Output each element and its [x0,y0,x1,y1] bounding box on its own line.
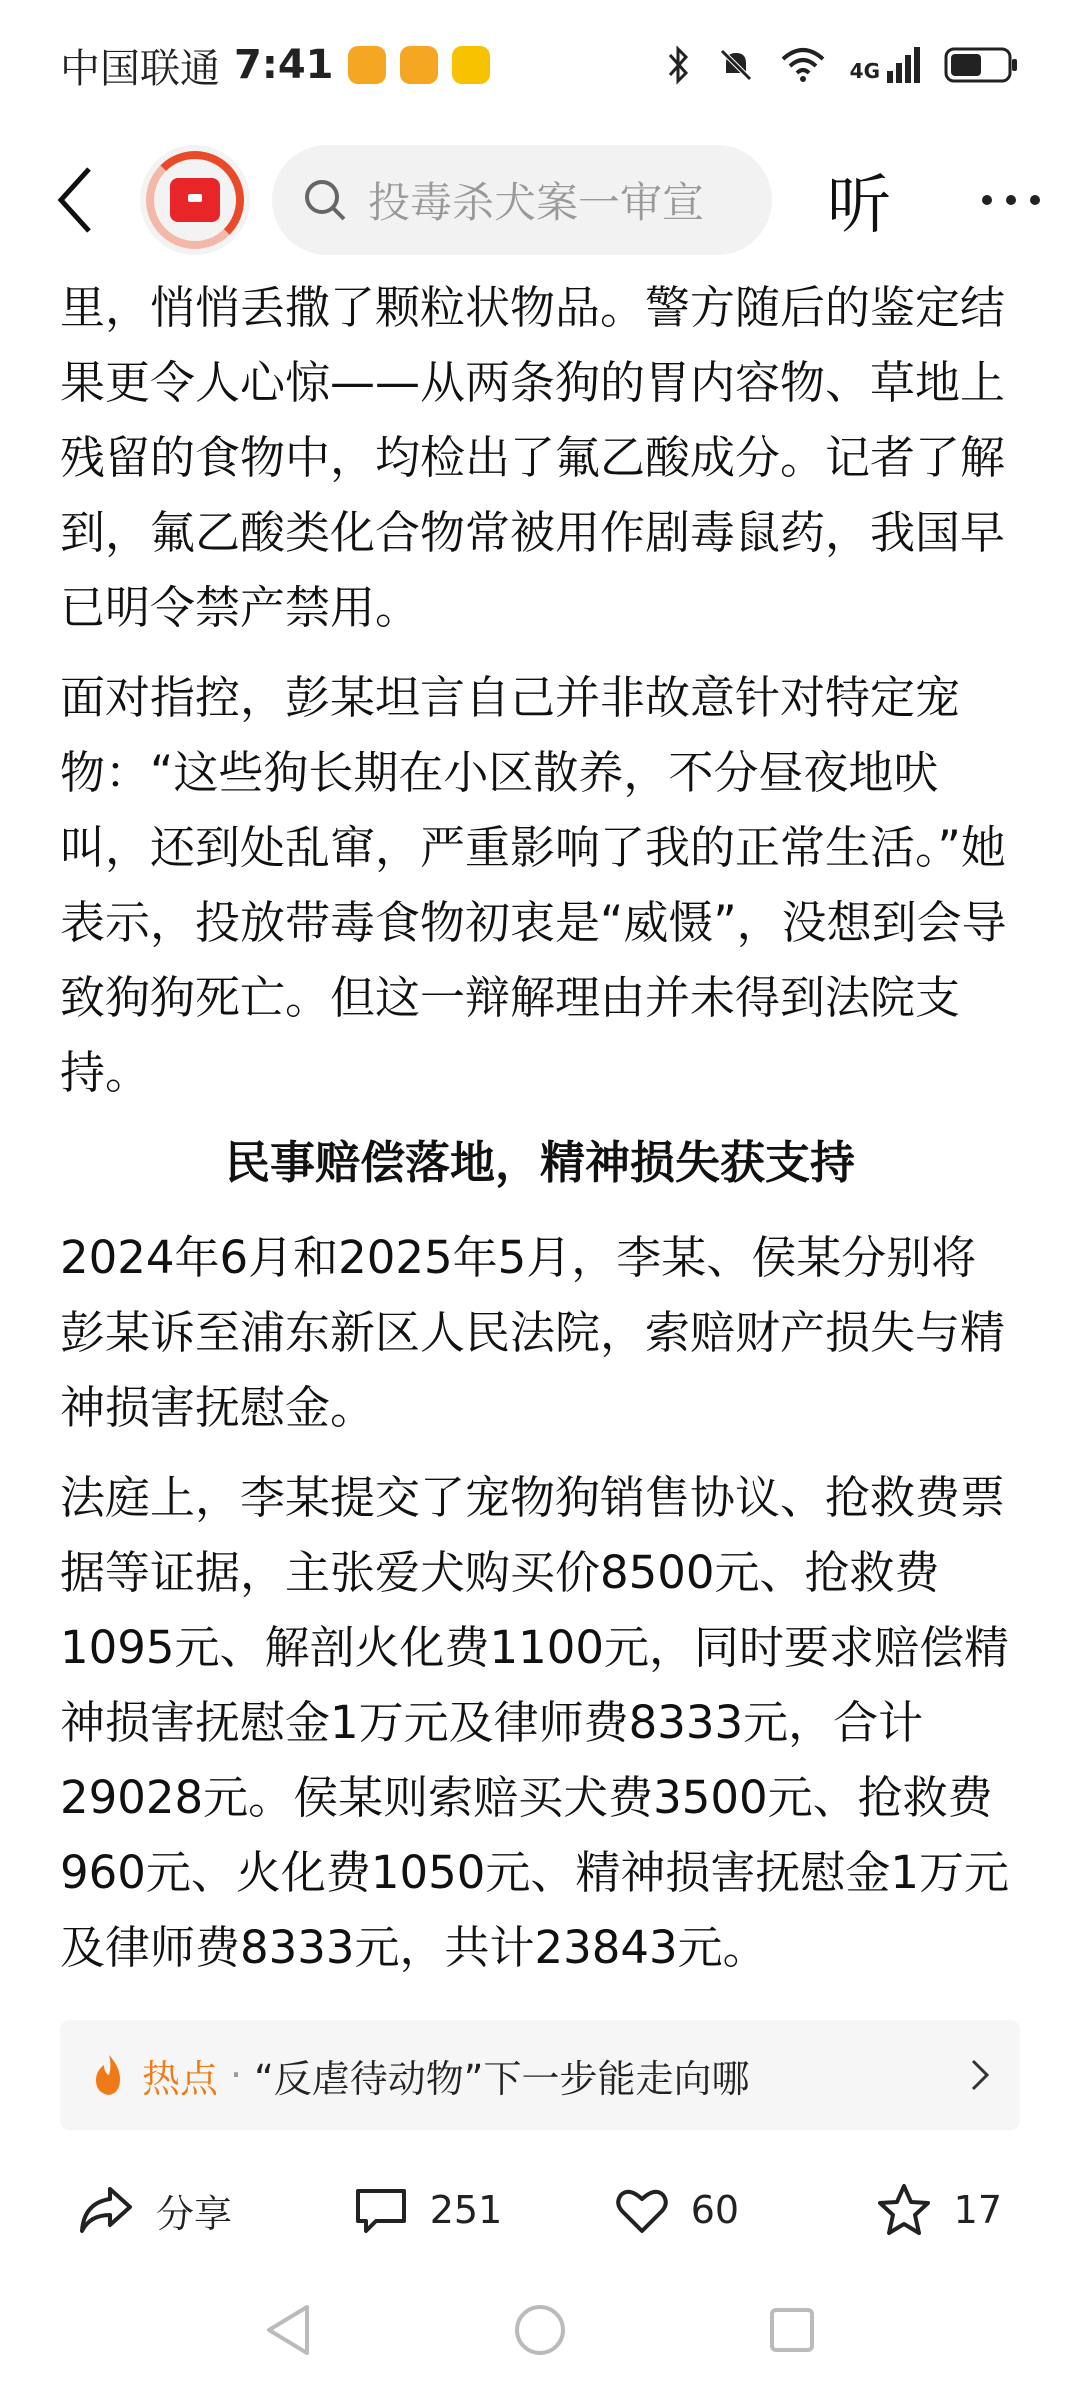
carrier-label: 中国联通 [60,45,220,92]
fire-icon [90,2053,128,2097]
article-paragraph: 法庭上，李某提交了宠物狗销售协议、抢救费票据等证据，主张爱犬购买价8500元、抢救费1095元、解剖火化费1100元，同时要求赔偿精神损害抚慰金1万元及律师费8333元，合计29028元。侯某则索赔买犬费3500元、抢救费960元、火化费1050元、精神损害抚慰金1万元及律师费8333元，共计23843元。 [60,1471,1010,1974]
chevron-right-icon [970,2058,990,2092]
hot-topic-separator: · [230,2053,243,2097]
favorite-count: 17 [953,2188,1002,2232]
system-nav-bar [0,2280,1080,2380]
mute-bell-icon [716,45,756,85]
comment-button[interactable] [354,2185,615,2235]
app-logo-icon[interactable] [140,145,250,255]
hot-topic-label: 热点 [142,2056,219,2101]
article-paragraph: 里，悄悄丢撒了颗粒状物品。警方随后的鉴定结果更令人心惊——从两条狗的胃内容物、草地上残留的食物中，均检出了氟乙酸成分。记者了解到，氟乙酸类化合物常被用作剧毒鼠药，我国早已明令禁产禁用。 [60,281,1006,634]
heart-icon [615,2185,669,2235]
nav-home-icon[interactable] [513,2303,567,2357]
comment-count: 251 [429,2188,503,2232]
listen-button[interactable]: 听 [827,169,891,243]
article-body [60,270,1020,2000]
search-input[interactable]: 投毒杀犬案一审宣 [368,178,705,227]
search-icon [302,177,348,223]
hot-topic-bar[interactable] [60,2020,1020,2130]
favorite-button[interactable] [876,2183,1002,2237]
weibo-icon [400,46,438,84]
nav-recents-icon[interactable] [767,2305,817,2355]
article-subheading: 民事赔偿落地，精神损失获支持 [224,1136,855,1189]
article-paragraph: 面对指控，彭某坦言自己并非故意针对特定宠物：“这些狗长期在小区散养，不分昼夜地吠叫，还到处乱窜，严重影响了我的正常生活。”她表示，投放带毒食物初衷是“威慑”，没想到会导致狗狗死亡。但这一辩解理由并未得到法院支持。 [60,671,1007,1099]
network-type: 4G [849,59,880,83]
share-label: 分享 [156,2191,233,2236]
status-time: 7:41 [234,42,334,88]
share-button[interactable] [78,2183,354,2238]
star-icon [876,2183,932,2237]
search-bar[interactable] [272,145,772,255]
weibo-icon [348,46,386,84]
back-button[interactable] [40,155,110,245]
chevron-left-icon [55,165,95,235]
status-bar [0,0,1080,130]
share-icon [78,2185,134,2235]
signal-4g-icon [850,47,920,83]
like-count: 60 [690,2188,740,2232]
battery-icon [944,47,1020,83]
more-options-icon[interactable] [982,195,1040,205]
nav-back-icon[interactable] [263,2303,313,2357]
article-paragraph: 2024年6月和2025年5月，李某、侯某分别将彭某诉至浦东新区人民法院，索赔财产损失与精神损害抚慰金。 [60,1231,1006,1434]
hot-topic-text: “反虐待动物”下一步能走向哪 [254,2056,750,2101]
bluetooth-icon [666,45,692,85]
like-button[interactable] [615,2185,876,2235]
wifi-icon [780,47,826,83]
top-header [0,135,1080,265]
action-bar [0,2150,1080,2270]
comment-icon [354,2185,408,2235]
mail-icon [452,46,490,84]
